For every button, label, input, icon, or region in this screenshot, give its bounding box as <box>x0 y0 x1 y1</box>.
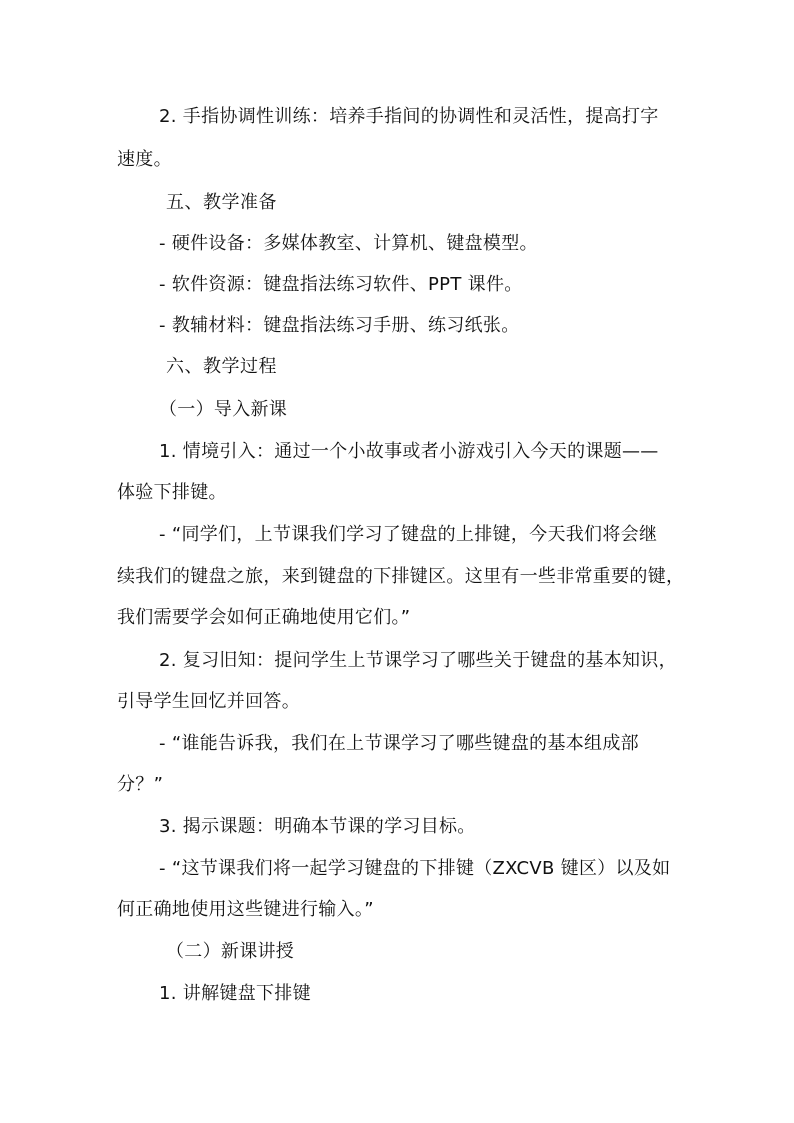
text-line-topic: 3. 揭示课题：明确本节课的学习目标。 <box>159 816 476 837</box>
text-line-review-1: 2. 复习旧知：提问学生上节课学习了哪些关于键盘的基本知识， <box>159 650 677 671</box>
list-item-materials: - 教辅材料：键盘指法练习手册、练习纸张。 <box>159 315 520 336</box>
quote-line-7: 何正确地使用这些键进行输入。” <box>117 899 374 920</box>
quote-line-1: - “同学们，上节课我们学习了键盘的上排键，今天我们将会继 <box>159 524 658 545</box>
text-line-1: 2. 手指协调性训练：培养手指间的协调性和灵活性，提高打字 <box>159 106 659 127</box>
quote-line-6: - “这节课我们将一起学习键盘的下排键（ZXCVB 键区）以及如 <box>159 858 671 879</box>
quote-line-2: 续我们的键盘之旅，来到键盘的下排键区。这里有一些非常重要的键， <box>117 566 685 587</box>
text-line-intro-1: 1. 情境引入：通过一个小故事或者小游戏引入今天的课题—— <box>159 441 659 462</box>
list-item-software: - 软件资源：键盘指法练习软件、PPT 课件。 <box>159 274 523 295</box>
text-line-explain: 1. 讲解键盘下排键 <box>159 983 311 1004</box>
list-item-hardware: - 硬件设备：多媒体教室、计算机、键盘模型。 <box>159 233 538 254</box>
text-line-review-2: 引导学生回忆并回答。 <box>117 691 300 712</box>
text-line-intro-2: 体验下排键。 <box>117 482 227 503</box>
quote-line-3: 我们需要学会如何正确地使用它们。” <box>117 607 411 628</box>
section-heading-preparation: 五、教学准备 <box>166 192 277 213</box>
subsection-heading-new-lesson: （二）新课讲授 <box>166 941 295 962</box>
text-line-2: 速度。 <box>117 149 172 170</box>
quote-line-4: - “谁能告诉我，我们在上节课学习了哪些键盘的基本组成部 <box>159 733 639 754</box>
subsection-heading-intro: （一）导入新课 <box>159 399 288 420</box>
section-heading-process: 六、教学过程 <box>166 356 277 377</box>
quote-line-5: 分？” <box>117 774 164 795</box>
